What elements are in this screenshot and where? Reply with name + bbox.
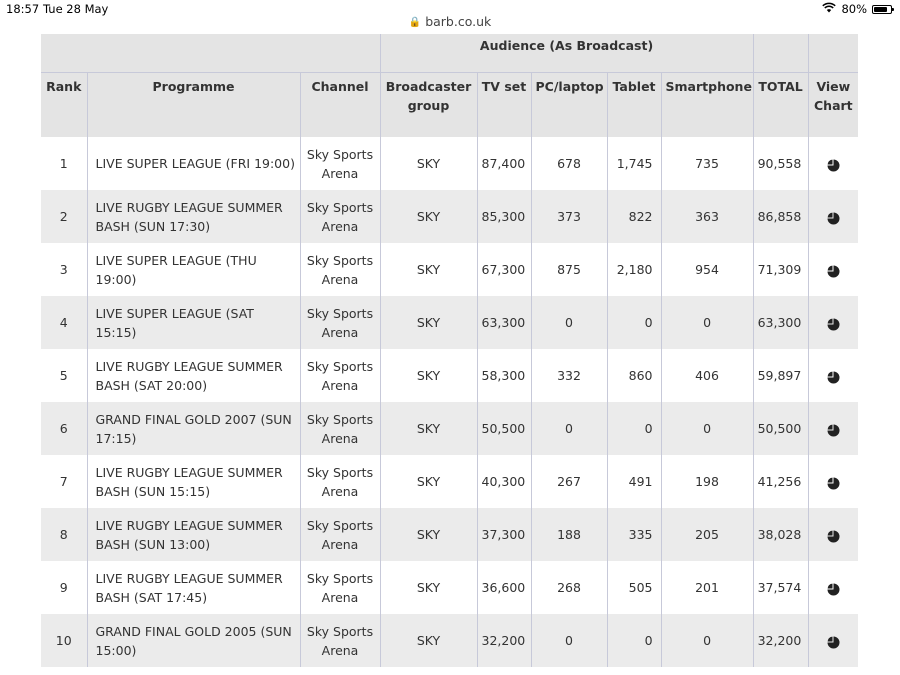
col-header-pc-laptop[interactable]: PC/laptop xyxy=(531,73,607,138)
table-row xyxy=(41,561,858,614)
cell-tv-set: 67,300 xyxy=(477,243,531,296)
col-header-view-chart: View Chart xyxy=(808,73,858,138)
cell-total: 32,200 xyxy=(753,614,808,667)
cell-programme: LIVE RUGBY LEAGUE SUMMER BASH (SUN 17:30) xyxy=(87,190,300,243)
cell-programme: LIVE SUPER LEAGUE (SAT 15:15) xyxy=(87,296,300,349)
cell-view-chart xyxy=(808,190,858,243)
cell-total: 50,500 xyxy=(753,402,808,455)
pie-chart-icon[interactable] xyxy=(827,158,840,171)
cell-view-chart xyxy=(808,508,858,561)
cell-tablet: 505 xyxy=(607,561,661,614)
cell-tv-set: 40,300 xyxy=(477,455,531,508)
cell-pc-laptop: 0 xyxy=(531,402,607,455)
cell-pc-laptop: 373 xyxy=(531,190,607,243)
cell-smartphone: 735 xyxy=(661,137,753,190)
header-spacer xyxy=(41,34,380,73)
cell-tv-set: 50,500 xyxy=(477,402,531,455)
cell-view-chart xyxy=(808,561,858,614)
cell-tv-set: 87,400 xyxy=(477,137,531,190)
cell-rank: 6 xyxy=(41,402,87,455)
col-header-channel[interactable]: Channel xyxy=(300,73,380,138)
cell-total: 37,574 xyxy=(753,561,808,614)
cell-view-chart xyxy=(808,137,858,190)
table-row xyxy=(41,296,858,349)
col-header-tablet[interactable]: Tablet xyxy=(607,73,661,138)
cell-smartphone: 201 xyxy=(661,561,753,614)
cell-smartphone: 205 xyxy=(661,508,753,561)
cell-smartphone: 0 xyxy=(661,614,753,667)
cell-programme: LIVE RUGBY LEAGUE SUMMER BASH (SUN 15:15) xyxy=(87,455,300,508)
cell-tablet: 335 xyxy=(607,508,661,561)
table-row xyxy=(41,455,858,508)
cell-view-chart xyxy=(808,402,858,455)
cell-smartphone: 954 xyxy=(661,243,753,296)
table-group-header-row xyxy=(41,34,858,73)
col-header-broadcaster-group[interactable]: Broadcaster group xyxy=(380,73,477,138)
battery-fill xyxy=(874,7,887,12)
cell-tv-set: 85,300 xyxy=(477,190,531,243)
cell-smartphone: 0 xyxy=(661,296,753,349)
cell-pc-laptop: 875 xyxy=(531,243,607,296)
cell-programme: LIVE RUGBY LEAGUE SUMMER BASH (SUN 13:00) xyxy=(87,508,300,561)
cell-smartphone: 0 xyxy=(661,402,753,455)
pie-chart-icon[interactable] xyxy=(827,211,840,224)
cell-channel: Sky Sports Arena xyxy=(300,349,380,402)
cell-rank: 3 xyxy=(41,243,87,296)
pie-chart-icon[interactable] xyxy=(827,635,840,648)
cell-broadcaster-group: SKY xyxy=(380,137,477,190)
cell-rank: 5 xyxy=(41,349,87,402)
cell-rank: 1 xyxy=(41,137,87,190)
cell-tablet: 1,745 xyxy=(607,137,661,190)
cell-broadcaster-group: SKY xyxy=(380,296,477,349)
cell-programme: LIVE SUPER LEAGUE (THU 19:00) xyxy=(87,243,300,296)
cell-view-chart xyxy=(808,296,858,349)
battery-icon xyxy=(872,5,892,14)
pie-chart-icon[interactable] xyxy=(827,529,840,542)
url-text: barb.co.uk xyxy=(425,14,492,29)
cell-programme: LIVE SUPER LEAGUE (FRI 19:00) xyxy=(87,137,300,190)
cell-view-chart xyxy=(808,614,858,667)
cell-pc-laptop: 0 xyxy=(531,296,607,349)
cell-broadcaster-group: SKY xyxy=(380,614,477,667)
cell-tablet: 0 xyxy=(607,402,661,455)
audience-group-header: Audience (As Broadcast) xyxy=(380,34,753,73)
cell-tablet: 822 xyxy=(607,190,661,243)
cell-total: 63,300 xyxy=(753,296,808,349)
cell-broadcaster-group: SKY xyxy=(380,349,477,402)
cell-smartphone: 363 xyxy=(661,190,753,243)
cell-tablet: 0 xyxy=(607,296,661,349)
cell-total: 38,028 xyxy=(753,508,808,561)
cell-smartphone: 198 xyxy=(661,455,753,508)
cell-channel: Sky Sports Arena xyxy=(300,296,380,349)
pie-chart-icon[interactable] xyxy=(827,476,840,489)
cell-tv-set: 36,600 xyxy=(477,561,531,614)
cell-broadcaster-group: SKY xyxy=(380,561,477,614)
cell-channel: Sky Sports Arena xyxy=(300,455,380,508)
cell-rank: 9 xyxy=(41,561,87,614)
cell-broadcaster-group: SKY xyxy=(380,455,477,508)
cell-view-chart xyxy=(808,349,858,402)
cell-tablet: 0 xyxy=(607,614,661,667)
pie-chart-icon[interactable] xyxy=(827,582,840,595)
viewing-figures-table xyxy=(41,34,858,667)
cell-total: 71,309 xyxy=(753,243,808,296)
cell-pc-laptop: 678 xyxy=(531,137,607,190)
cell-channel: Sky Sports Arena xyxy=(300,137,380,190)
cell-channel: Sky Sports Arena xyxy=(300,614,380,667)
cell-view-chart xyxy=(808,455,858,508)
cell-rank: 2 xyxy=(41,190,87,243)
pie-chart-icon[interactable] xyxy=(827,423,840,436)
table-row xyxy=(41,614,858,667)
col-header-programme[interactable]: Programme xyxy=(87,73,300,138)
cell-channel: Sky Sports Arena xyxy=(300,190,380,243)
cell-tv-set: 63,300 xyxy=(477,296,531,349)
cell-channel: Sky Sports Arena xyxy=(300,243,380,296)
cell-tv-set: 32,200 xyxy=(477,614,531,667)
pie-chart-icon[interactable] xyxy=(827,317,840,330)
table-header-row xyxy=(41,73,858,138)
table-row xyxy=(41,137,858,190)
cell-rank: 4 xyxy=(41,296,87,349)
cell-broadcaster-group: SKY xyxy=(380,508,477,561)
cell-pc-laptop: 268 xyxy=(531,561,607,614)
cell-programme: LIVE RUGBY LEAGUE SUMMER BASH (SAT 17:45) xyxy=(87,561,300,614)
cell-rank: 8 xyxy=(41,508,87,561)
col-header-rank[interactable]: Rank xyxy=(41,73,87,138)
cell-channel: Sky Sports Arena xyxy=(300,561,380,614)
col-header-tv-set[interactable]: TV set xyxy=(477,73,531,138)
cell-programme: GRAND FINAL GOLD 2005 (SUN 15:00) xyxy=(87,614,300,667)
cell-rank: 10 xyxy=(41,614,87,667)
cell-tv-set: 37,300 xyxy=(477,508,531,561)
cell-broadcaster-group: SKY xyxy=(380,243,477,296)
header-spacer-chart xyxy=(808,34,858,73)
cell-broadcaster-group: SKY xyxy=(380,402,477,455)
cell-tablet: 860 xyxy=(607,349,661,402)
status-date: Tue 28 May xyxy=(43,2,109,16)
battery-percentage: 80% xyxy=(841,2,867,16)
cell-channel: Sky Sports Arena xyxy=(300,402,380,455)
address-bar[interactable] xyxy=(0,14,900,34)
cell-programme: LIVE RUGBY LEAGUE SUMMER BASH (SAT 20:00) xyxy=(87,349,300,402)
pie-chart-icon[interactable] xyxy=(827,264,840,277)
cell-total: 41,256 xyxy=(753,455,808,508)
pie-chart-icon[interactable] xyxy=(827,370,840,383)
lock-icon: 🔒 xyxy=(408,17,422,28)
cell-tablet: 2,180 xyxy=(607,243,661,296)
table-row xyxy=(41,508,858,561)
table-row xyxy=(41,402,858,455)
table-row xyxy=(41,243,858,296)
header-spacer-total xyxy=(753,34,808,73)
cell-tablet: 491 xyxy=(607,455,661,508)
table-body xyxy=(41,137,858,667)
cell-programme: GRAND FINAL GOLD 2007 (SUN 17:15) xyxy=(87,402,300,455)
status-time: 18:57 xyxy=(6,2,40,16)
table-row xyxy=(41,190,858,243)
cell-broadcaster-group: SKY xyxy=(380,190,477,243)
cell-channel: Sky Sports Arena xyxy=(300,508,380,561)
col-header-total[interactable]: TOTAL xyxy=(753,73,808,138)
cell-pc-laptop: 332 xyxy=(531,349,607,402)
cell-total: 59,897 xyxy=(753,349,808,402)
cell-total: 90,558 xyxy=(753,137,808,190)
cell-total: 86,858 xyxy=(753,190,808,243)
cell-rank: 7 xyxy=(41,455,87,508)
table-row xyxy=(41,349,858,402)
cell-tv-set: 58,300 xyxy=(477,349,531,402)
cell-pc-laptop: 0 xyxy=(531,614,607,667)
cell-view-chart xyxy=(808,243,858,296)
cell-smartphone: 406 xyxy=(661,349,753,402)
cell-pc-laptop: 267 xyxy=(531,455,607,508)
cell-pc-laptop: 188 xyxy=(531,508,607,561)
col-header-smartphone[interactable]: Smartphone xyxy=(661,73,753,138)
